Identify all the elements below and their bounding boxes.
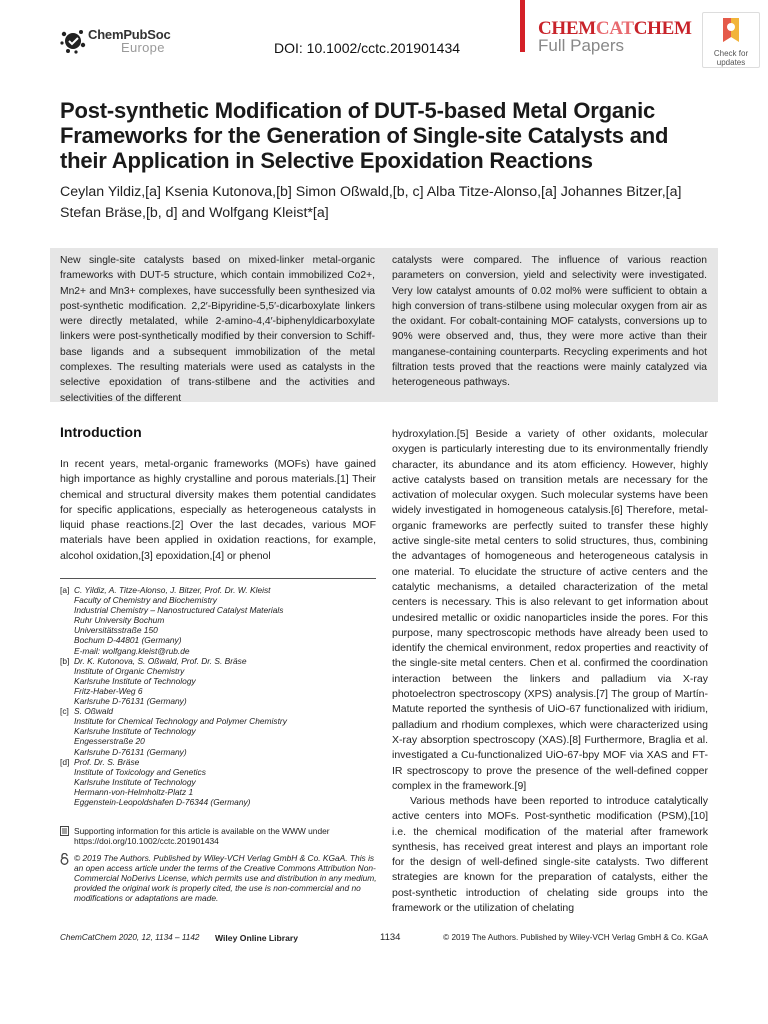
abstract-column-2: catalysts were compared. The influence of various reaction parameters on conversion, yield and selectivity were investigated. Very low catalyst amounts of 0.02 mol% were sufficient to obtain a high conversion of trans-stilbene using molecular oxygen from air as the oxidant. For cobalt-containing MOF catalysts, conversions up to 90% were observed and, thus, they were more active than their manganese-containing counterparts. Recycling experiments and hot filtration tests proved that the reactions were mainly catalyzed via heterogeneous pathways.	[392, 255, 707, 389]
license-note	[60, 853, 378, 903]
affiliation-address	[74, 656, 247, 706]
affiliation-line: Engesserstraße 20	[74, 736, 145, 747]
supporting-info-text[interactable]: Supporting information for this article is available on the WWW under https://doi.org/10.1002/cctc.201901434	[74, 826, 330, 847]
affiliation-address	[74, 706, 287, 756]
check-for-updates-label: Check for updates	[713, 49, 749, 67]
article-title: Post-synthetic Modification of DUT-5-based Metal Organic Frameworks for the Generation of Single-site Catalysts and their Application in Selective Epoxidation Reactions	[60, 98, 669, 173]
bookmark-icon	[719, 16, 743, 44]
affiliation-entry	[60, 706, 380, 756]
publisher-name: ChemPubSoc	[88, 27, 171, 42]
affiliation-line: Prof. Dr. S. Bräse	[74, 756, 140, 767]
affiliation-line: Universitätsstraße 150	[74, 625, 158, 636]
journal-title-part3: CHEM	[633, 18, 692, 39]
affiliation-line: C. Yildiz, A. Titze-Alonso, J. Bitzer, Prof. Dr. W. Kleist	[74, 585, 271, 595]
affiliation-address	[74, 757, 250, 807]
affiliation-line: Hermann-von-Helmholtz-Platz 1	[74, 786, 194, 797]
affiliation-line: Eggenstein-Leopoldshafen D-76344 (Germany)	[74, 796, 251, 807]
intro-paragraph-1: In recent years, metal-organic frameworks (MOFs) have gained high importance as highly crystalline and porous materials.[1] Their chemical and structural diversity makes them potential candidates for specific applications, especially as heterogeneous catalysts in liquid phase reactions.[2] Over the last decades, various MOF materials have been applied in oxidation reactions, for example, alcohol oxidation,[3] epoxidation,[4] or phenol	[60, 458, 376, 562]
journal-title-part1: CHEM	[538, 18, 596, 39]
journal-title-part2: CAT	[595, 18, 634, 39]
affiliation-line: Karlsruhe D-76131 (Germany)	[74, 696, 187, 707]
affiliation-entry	[60, 585, 380, 656]
affiliation-entry	[60, 656, 380, 706]
affiliations	[60, 585, 380, 807]
affiliation-tag: [a]	[60, 585, 70, 595]
affiliation-line: Karlsruhe Institute of Technology	[74, 726, 196, 737]
doi-link[interactable]: DOI: 10.1002/cctc.201901434	[274, 40, 461, 56]
section-heading-introduction: Introduction	[60, 424, 142, 440]
open-access-icon	[60, 853, 74, 903]
affiliation-line[interactable]: E-mail: wolfgang.kleist@rub.de	[74, 645, 190, 656]
supporting-info-note	[60, 826, 378, 846]
affiliation-line: Institute of Toxicology and Genetics	[74, 766, 206, 777]
page-number: 1134	[380, 932, 401, 943]
document-icon	[60, 826, 74, 846]
authors-line-2: Stefan Bräse,[b, d] and Wolfgang Kleist*[a]	[60, 205, 329, 221]
affiliation-tag: [d]	[60, 756, 70, 767]
authors-line-1: Ceylan Yildiz,[a] Ksenia Kutonova,[b] Simon Oßwald,[b, c] Alba Titze-Alonso,[a] Johannes Bitzer,[a]	[60, 184, 682, 200]
wiley-online-library-link[interactable]: Wiley Online Library	[215, 933, 299, 943]
column2-paragraph-2: Various methods have been reported to introduce catalytically active centers into MOFs. Post-synthetic modification (PSM),[10] i.e. the chemical modification of the material after framework synthesis, has received great interest and plays an important role for the design of well-defined single-site catalysts. Two different strategies are known for the preparation of catalysts, either the post-synthetic introduction of chelating side groups into the framework or the utilization of chelating	[392, 795, 708, 915]
affiliation-line: Fritz-Haber-Weg 6	[74, 685, 143, 696]
abstract-box	[50, 248, 718, 402]
affiliation-line: Industrial Chemistry – Nanostructured Catalyst Materials	[74, 605, 284, 616]
footer-copyright: © 2019 The Authors. Published by Wiley-VCH Verlag GmbH & Co. KGaA	[443, 933, 708, 942]
affiliation-line: Bochum D-44801 (Germany)	[74, 635, 182, 646]
abstract-column-1: New single-site catalysts based on mixed-linker metal-organic frameworks with DUT-5 structure, which contain immobilized Co2+, Mn2+ and Mn3+ complexes, have successfully been synthesized via post-synthetic modification. 2,2′-Bipyridine-5,5′-dicarboxylate linkers were directly metalated, while 2-amino-4,4′-biphenyldicarboxylate linkers were post-synthetically modified by their conversion to Schiff-base ligands and a subsequent immobilization of the metal complexes. The resulting materials were used as catalysts in the selective epoxidation of trans-stilbene and the activities and selectivities of the different	[60, 255, 375, 404]
affiliation-entry	[60, 757, 380, 807]
affiliation-line: Institute of Organic Chemistry	[74, 665, 185, 676]
affiliation-address	[74, 585, 283, 656]
chempubsoc-logo-icon	[60, 28, 86, 54]
section-label: Full Papers	[538, 36, 624, 55]
affiliation-line: Karlsruhe Institute of Technology	[74, 675, 196, 686]
author-list	[60, 182, 720, 224]
journal-accent-bar	[520, 0, 525, 52]
affiliation-line: Dr. K. Kutonova, S. Oßwald, Prof. Dr. S. Bräse	[74, 655, 247, 666]
affiliation-line: Ruhr University Bochum	[74, 615, 165, 626]
footnote-separator	[60, 578, 376, 579]
affiliation-line: Karlsruhe D-76131 (Germany)	[74, 746, 187, 757]
affiliation-tag: [c]	[60, 706, 69, 717]
affiliation-line: Karlsruhe Institute of Technology	[74, 776, 196, 787]
affiliation-tag: [b]	[60, 655, 70, 666]
license-text: © 2019 The Authors. Published by Wiley-VCH Verlag GmbH & Co. KGaA. This is an open access article under the terms of the Creative Commons Attribution Non-Commercial NoDerivs License, which permits use and distribution in any medium, provided the original work is properly cited, the use is non-commercial and no modifications or adaptations are made.	[74, 853, 377, 904]
affiliation-line: Institute for Chemical Technology and Polymer Chemistry	[74, 716, 287, 727]
publisher-subtitle: Europe	[121, 40, 165, 55]
footer-citation: ChemCatChem 2020, 12, 1134 – 1142	[60, 933, 200, 942]
column2-paragraph-1: hydroxylation.[5] Beside a variety of other oxidants, molecular oxygen is particularly interesting due to its environmentally friendly character, its abundance and its atom efficiency. However, highly active catalysts based on transition metals are necessary for the activation of molecular oxygen. Such molecular systems have been widely investigated in homogeneous catalysis.[6] Therefore, metal-organic frameworks are perfectly suited to transfer these highly active single-site metal centers to solid structures, thus, combining the advantages of homogeneous and heterogeneous catalysis in one material. To elucidate the structure of active centers and the catalytic mechanisms, a detailed characterization of the metal centers is necessary. This is also relevant to get information about undesired metallic or oxidic nanoparticles inside the pores. For this purpose, many spectroscopic methods have already been used to identify the chemical environment, redox properties and reactivity of the single-site metal centers. Chen et al. confirmed the coordination interaction between the linkers and palladium via X-ray photoelectron spectroscopy (XPS) analysis.[7] The group of Martín-Matute reported the synthesis of UiO-67 functionalized with iridium, palladium and rhodium complexes, which were characterized using X-ray absorption spectroscopy (XAS).[8] Furthermore, Braglia et al. investigated a Cu-functionalized UiO-67-bpy MOF via XAS and FT-IR spectroscopy to prove the presence of the well-defined copper complex in the framework.[9]	[392, 428, 708, 792]
check-for-updates-button[interactable]	[702, 12, 760, 68]
affiliation-line: S. Oßwald	[74, 706, 114, 717]
affiliation-line: Faculty of Chemistry and Biochemistry	[74, 595, 217, 606]
